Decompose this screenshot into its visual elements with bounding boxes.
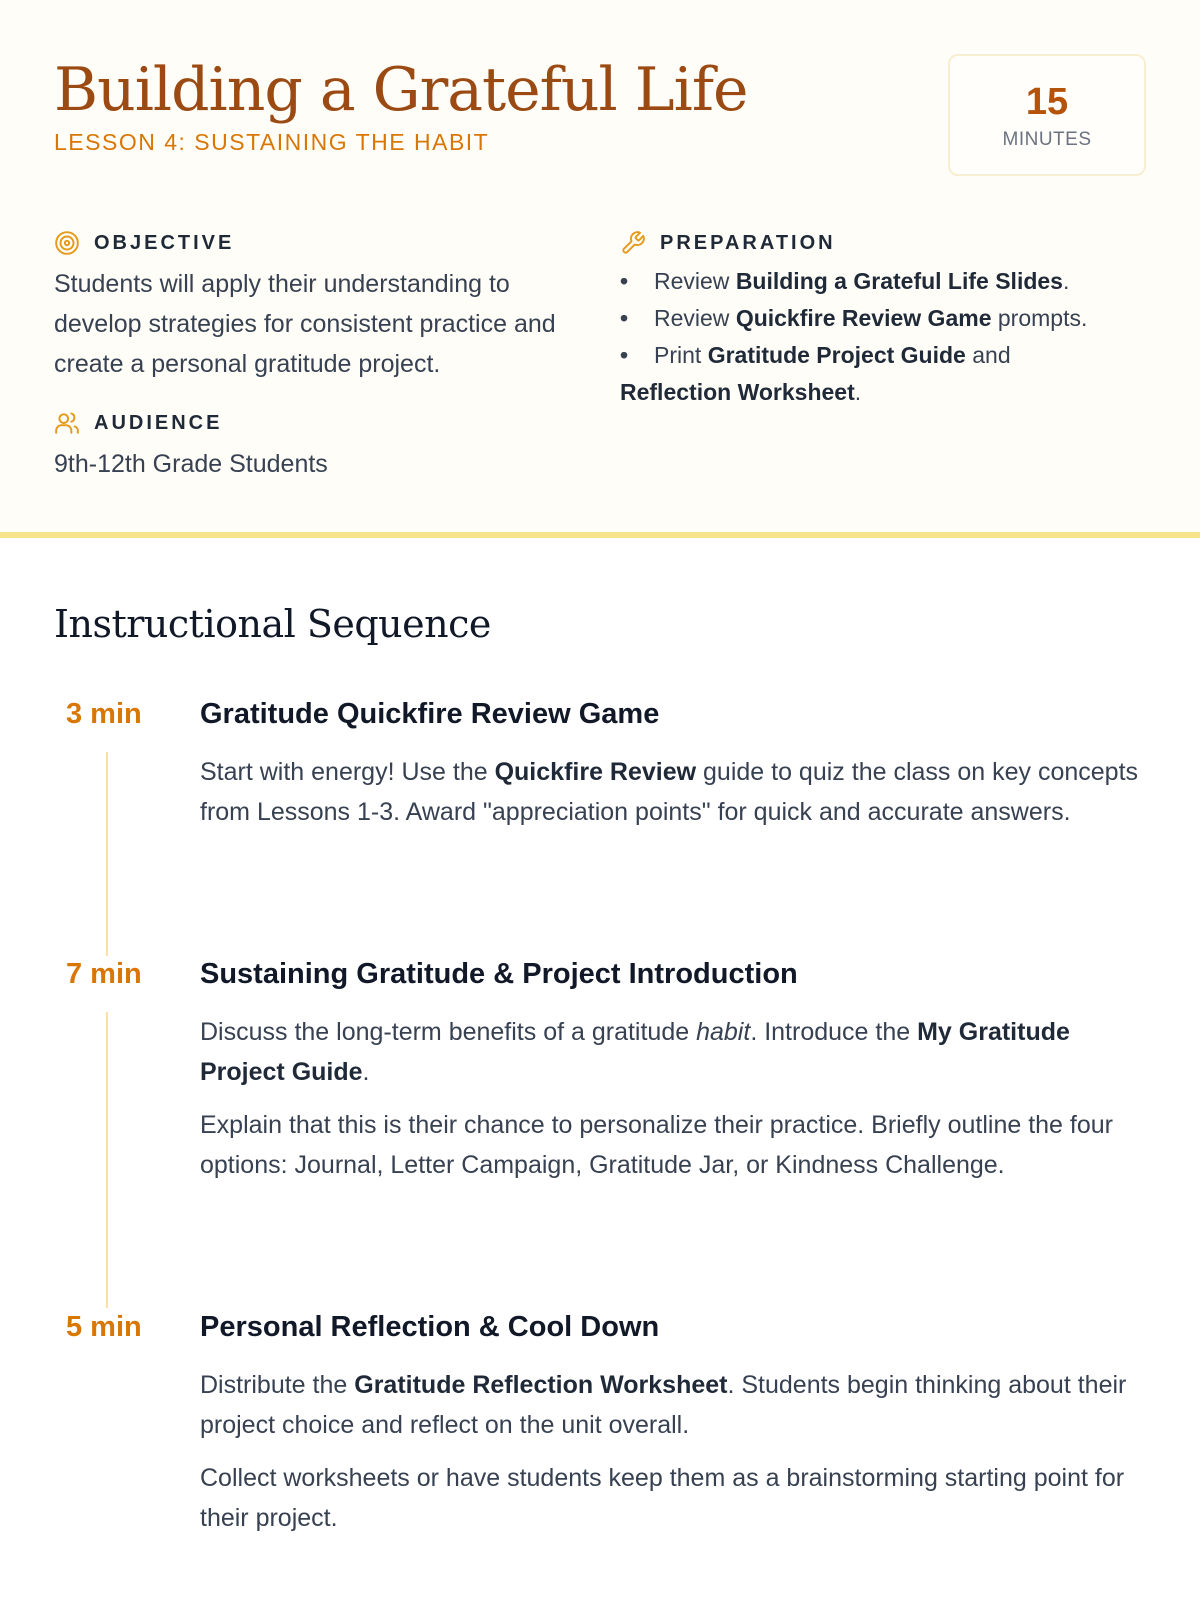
- target-icon: [54, 230, 80, 256]
- step-title: Personal Reflection & Cool Down: [200, 1311, 660, 1343]
- lesson-subtitle: LESSON 4: SUSTAINING THE HABIT: [54, 129, 490, 155]
- sequence-title: Instructional Sequence: [54, 602, 491, 646]
- preparation-heading: [620, 230, 836, 256]
- audience-text: 9th-12th Grade Students: [54, 450, 328, 478]
- step-title: Gratitude Quickfire Review Game: [200, 698, 660, 730]
- list-item: • Review Quickfire Review Game prompts.: [620, 305, 1088, 331]
- duration-card: [948, 54, 1146, 176]
- objective-text: Students will apply their understanding to develop strategies for consistent practice and create a personal gratitude project.: [54, 270, 556, 378]
- users-icon: [54, 410, 80, 436]
- step-time: 3 min: [66, 698, 142, 730]
- step-paragraph: Start with energy! Use the Quickfire Review guide to quiz the class on key concepts from Lessons 1-3. Award "appreciation points" for quick and accurate answers.: [200, 758, 1139, 826]
- wrench-icon: [620, 230, 646, 256]
- duration-value: 15: [1025, 81, 1069, 123]
- step-body: [200, 1012, 1150, 1198]
- page-title: Building a Grateful Life: [54, 55, 748, 125]
- timeline-line: [106, 752, 108, 956]
- list-item: • Print Gratitude Project Guide and Reflection Worksheet.: [620, 342, 1011, 405]
- step-body: [200, 752, 1150, 845]
- audience-heading-label: AUDIENCE: [94, 412, 223, 434]
- step-body: [200, 1365, 1150, 1551]
- lesson-header: [0, 0, 1200, 538]
- objective-heading-label: OBJECTIVE: [94, 232, 235, 254]
- step-paragraph: Explain that this is their chance to personalize their practice. Briefly outline the four options: Journal, Letter Campaign, Gratitude Jar, or Kindness Challenge.: [200, 1111, 1113, 1179]
- step-paragraph: Distribute the Gratitude Reflection Worksheet. Students begin thinking about their project choice and reflect on the unit overall.: [200, 1371, 1127, 1439]
- preparation-list: [620, 263, 1140, 411]
- step-time: 7 min: [66, 958, 142, 990]
- audience-heading: [54, 410, 222, 436]
- step-time: 5 min: [66, 1311, 142, 1343]
- step-paragraph: Discuss the long-term benefits of a gratitude habit. Introduce the My Gratitude Project Guide.: [200, 1018, 1070, 1086]
- objective-heading: [54, 230, 234, 256]
- list-item: • Review Building a Grateful Life Slides.: [620, 268, 1070, 294]
- timeline-line: [106, 1012, 108, 1308]
- step-title: Sustaining Gratitude & Project Introduction: [200, 958, 798, 990]
- step-paragraph: Collect worksheets or have students keep them as a brainstorming starting point for their project.: [200, 1464, 1125, 1532]
- preparation-heading-label: PREPARATION: [660, 232, 836, 254]
- duration-unit: MINUTES: [1002, 129, 1092, 150]
